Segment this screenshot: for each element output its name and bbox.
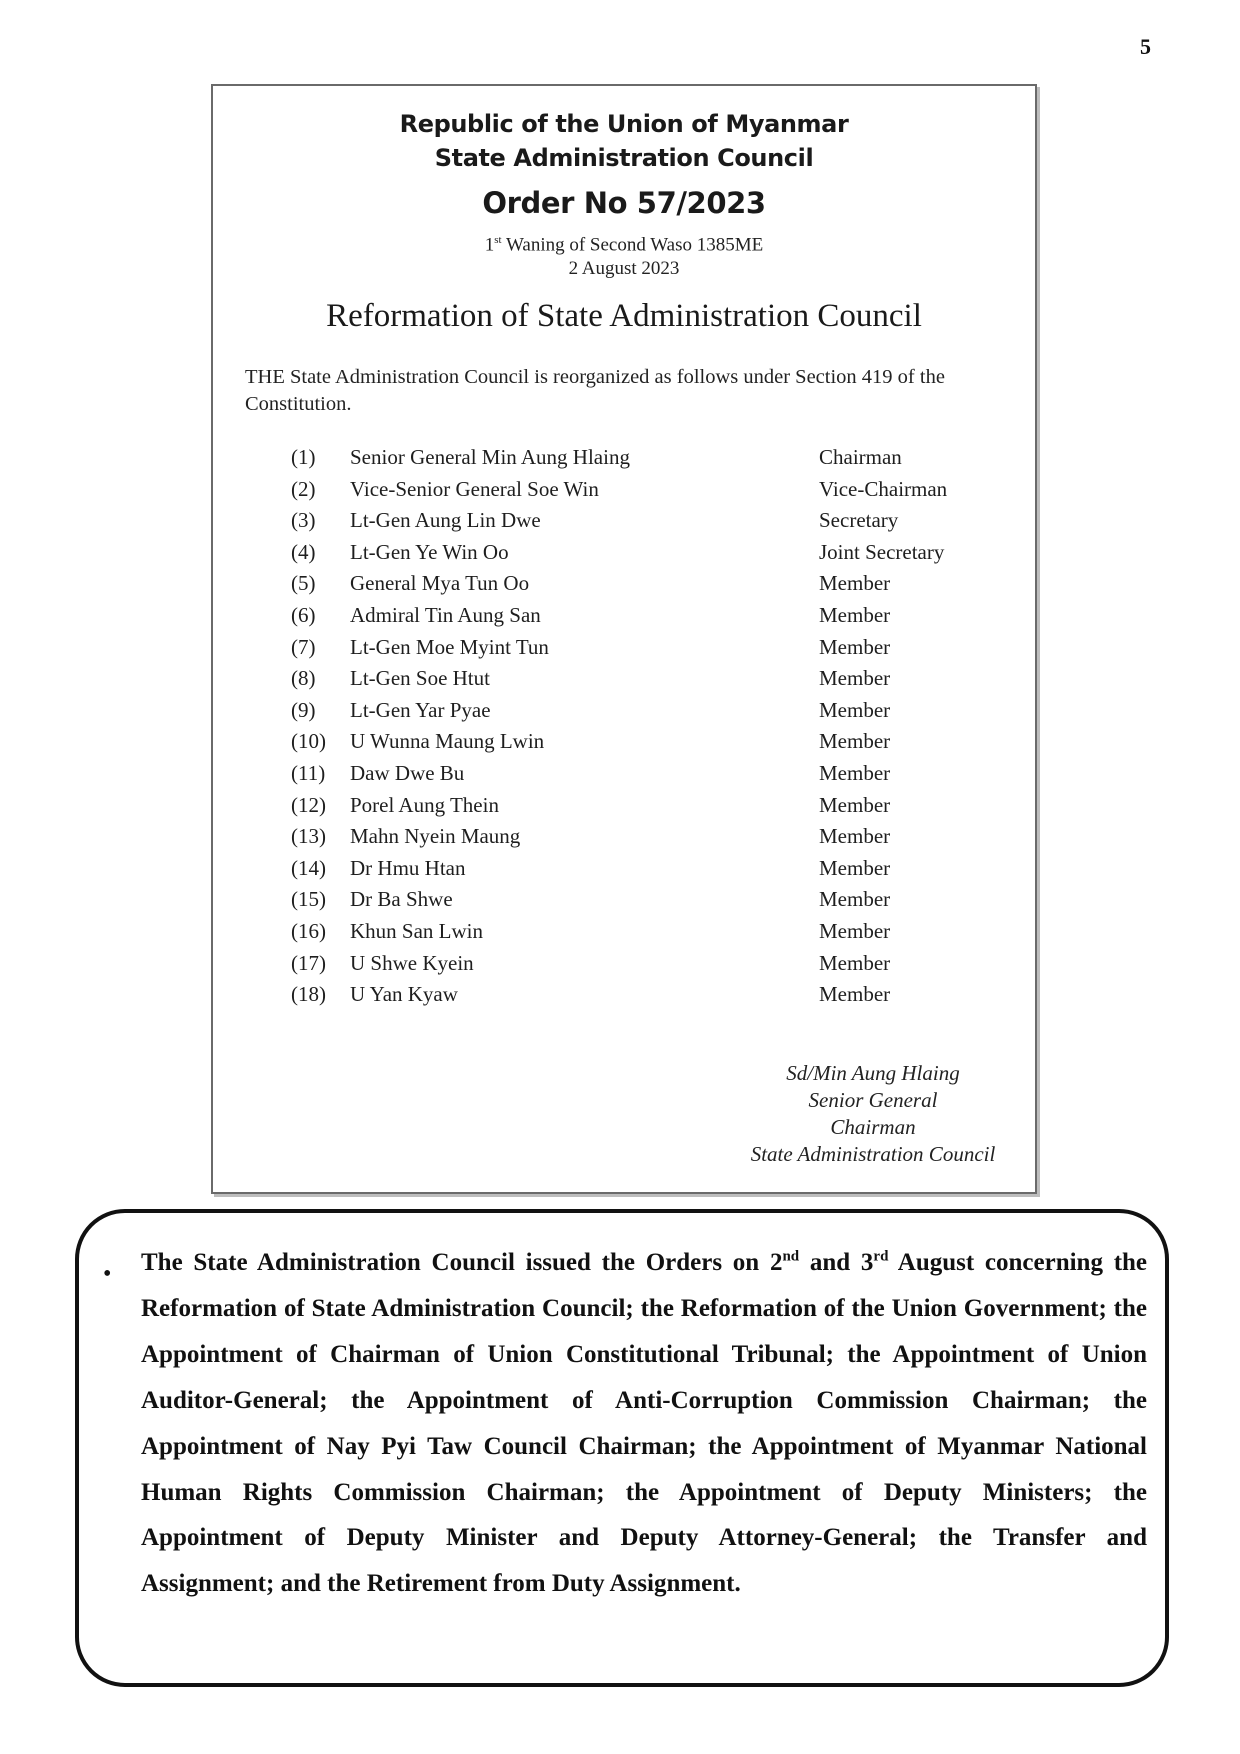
summary-part: and 3: [799, 1249, 874, 1276]
member-name: Lt-Gen Ye Win Oo: [350, 539, 509, 564]
member-row: [213, 824, 1035, 854]
member-num: (12): [291, 792, 326, 817]
republic-heading: Republic of the Union of Myanmar: [399, 110, 849, 138]
member-name: Porel Aung Thein: [350, 792, 499, 817]
member-num: (7): [291, 634, 316, 659]
member-row: [213, 951, 1035, 981]
member-num: (5): [291, 571, 316, 596]
member-row: [213, 856, 1035, 886]
order-title: Reformation of State Administration Council: [326, 298, 922, 334]
member-role: Chairman: [819, 445, 902, 469]
member-role: Member: [819, 824, 891, 849]
member-name: U Yan Kyaw: [350, 982, 458, 1007]
member-row: [213, 919, 1035, 949]
member-role: Member: [819, 729, 891, 754]
member-num: (10): [291, 729, 326, 754]
member-role: Member: [819, 571, 891, 596]
member-name: Lt-Gen Yar Pyae: [350, 697, 491, 722]
member-row: [213, 508, 1035, 538]
signature-position: Chairman: [830, 1115, 916, 1139]
member-role: Member: [819, 982, 891, 1007]
member-row: [213, 666, 1035, 696]
summary-part: The State Administration Council issued the Orders on 2: [141, 1249, 783, 1276]
member-num: (3): [291, 508, 316, 533]
member-name: Daw Dwe Bu: [350, 761, 465, 785]
member-row: [213, 603, 1035, 633]
member-role: Member: [819, 792, 891, 817]
member-row: [213, 887, 1035, 917]
summary-sup: nd: [782, 1248, 800, 1265]
member-row: [213, 635, 1035, 665]
order-document: [211, 84, 1037, 1194]
member-role: Member: [819, 950, 891, 975]
date-day: 1: [484, 234, 495, 256]
member-role: Member: [819, 634, 891, 659]
signature-rank: Senior General: [808, 1088, 938, 1112]
member-name: U Shwe Kyein: [350, 950, 474, 975]
member-num: (1): [291, 445, 316, 469]
member-role: Secretary: [819, 508, 899, 533]
member-role: Member: [819, 666, 891, 691]
member-num: (6): [291, 603, 316, 627]
member-num: (9): [291, 697, 316, 722]
member-role: Vice-Chairman: [819, 476, 948, 501]
member-row: [213, 571, 1035, 601]
member-num: (13): [291, 824, 326, 849]
order-date-myanmar: [213, 234, 1035, 256]
member-name: General Mya Tun Oo: [350, 571, 530, 596]
member-role: Member: [819, 887, 891, 912]
member-role: Member: [819, 855, 891, 880]
date-rest: Waning of Second Waso 1385ME: [501, 234, 764, 256]
member-num: (15): [291, 887, 326, 912]
order-date-gregorian: 2 August 2023: [568, 258, 680, 279]
signature-organization: State Administration Council: [750, 1142, 996, 1166]
member-name: Senior General Min Aung Hlaing: [350, 445, 630, 469]
member-num: (17): [291, 950, 326, 975]
member-name: Dr Hmu Htan: [350, 855, 466, 880]
member-name: Dr Ba Shwe: [350, 887, 453, 912]
date-day-suffix: st: [494, 234, 502, 246]
member-name: Admiral Tin Aung San: [350, 603, 541, 627]
order-intro: THE State Administration Council is reorganized as follows under Section 419 of the Constitution.: [245, 366, 945, 415]
page-number: 5: [1140, 34, 1151, 59]
member-name: Lt-Gen Aung Lin Dwe: [350, 508, 541, 533]
member-role: Joint Secretary: [819, 539, 945, 564]
member-row: [213, 982, 1035, 1012]
member-row: [213, 793, 1035, 823]
member-num: (8): [291, 666, 316, 691]
order-number: Order No 57/2023: [482, 186, 766, 220]
member-num: (4): [291, 539, 316, 564]
member-num: (16): [291, 919, 326, 943]
member-row: [213, 729, 1035, 759]
summary-part: August concerning the Reformation of State Administration Council; the Reformation of the Union Government; the Appointment of Chairman of Union Constitutional Tribunal; the Appointment of Union Auditor-General; the Appointment of Anti-Corruption Commission Chairman; the Appointment of Nay Pyi Taw Council Chairman; the Appointment of Myanmar National Human Rights Commission Chairman; the Appointment of Deputy Ministers; the Appointment of Deputy Minister and Deputy Attorney-General; the Transfer and Assignment; and the Retirement from Duty Assignment.: [141, 1249, 1148, 1598]
member-role: Member: [819, 603, 891, 627]
signature-name: Sd/Min Aung Hlaing: [786, 1061, 960, 1085]
member-name: U Wunna Maung Lwin: [350, 729, 545, 754]
member-name: Vice-Senior General Soe Win: [350, 476, 599, 501]
summary-sup: rd: [873, 1248, 889, 1265]
member-name: Lt-Gen Soe Htut: [350, 666, 490, 691]
member-num: (11): [291, 761, 326, 785]
bullet-icon: •: [103, 1261, 112, 1287]
member-row: [213, 761, 1035, 791]
member-num: (18): [291, 982, 326, 1007]
member-num: (2): [291, 476, 316, 501]
member-num: (14): [291, 855, 326, 880]
member-row: [213, 477, 1035, 507]
member-row: [213, 698, 1035, 728]
member-role: Member: [819, 761, 891, 785]
summary-box: [75, 1209, 1169, 1687]
member-row: [213, 540, 1035, 570]
member-name: Lt-Gen Moe Myint Tun: [350, 634, 549, 659]
member-row: [213, 445, 1035, 475]
member-name: Khun San Lwin: [350, 919, 483, 943]
member-role: Member: [819, 697, 891, 722]
member-name: Mahn Nyein Maung: [350, 824, 521, 849]
summary-paragraph: [141, 1240, 1147, 1607]
member-role: Member: [819, 919, 891, 943]
council-heading: State Administration Council: [434, 144, 814, 172]
